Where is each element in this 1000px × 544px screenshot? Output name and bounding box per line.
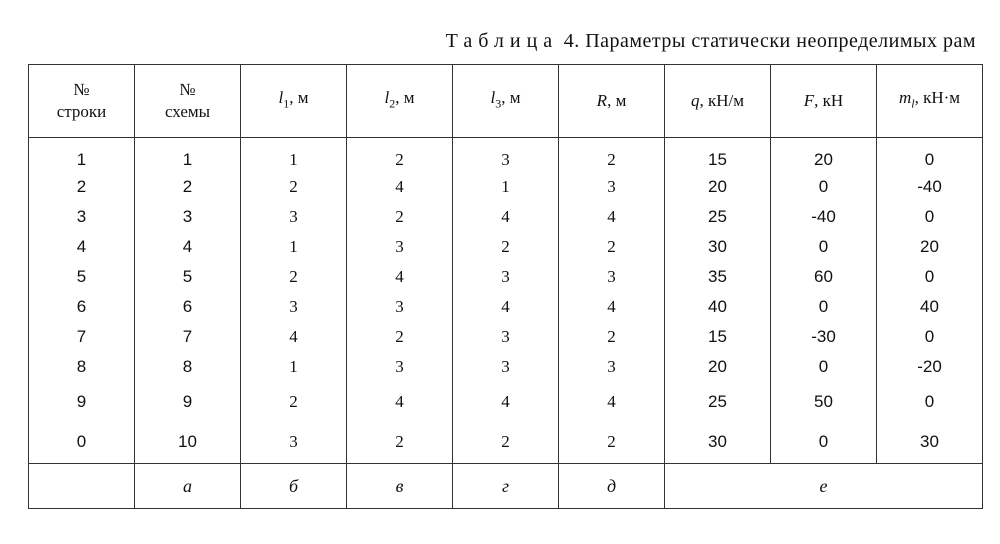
table-cell: 1 bbox=[241, 232, 347, 262]
table-cell: 4 bbox=[453, 292, 559, 322]
table-cell: 10 bbox=[135, 422, 241, 464]
table-cell: 1 bbox=[241, 138, 347, 172]
table-cell: 25 bbox=[665, 202, 771, 232]
table-cell: 4 bbox=[559, 292, 665, 322]
table-cell: 2 bbox=[347, 322, 453, 352]
table-cell: 5 bbox=[135, 262, 241, 292]
table-cell: 4 bbox=[453, 382, 559, 422]
table-cell: 0 bbox=[771, 422, 877, 464]
table-cell: 2 bbox=[241, 382, 347, 422]
footer-cell: б bbox=[241, 464, 347, 509]
table-cell: 20 bbox=[665, 352, 771, 382]
table-row bbox=[29, 172, 983, 202]
table-cell: 30 bbox=[665, 232, 771, 262]
footer-cell: а bbox=[135, 464, 241, 509]
table-cell: 1 bbox=[241, 352, 347, 382]
table-cell: 20 bbox=[877, 232, 983, 262]
table-cell: 2 bbox=[347, 138, 453, 172]
table-row bbox=[29, 232, 983, 262]
table-cell: 7 bbox=[29, 322, 135, 352]
table-cell: 0 bbox=[877, 138, 983, 172]
header-row-number: № строки bbox=[29, 65, 135, 138]
table-cell: 40 bbox=[877, 292, 983, 322]
table-cell: 50 bbox=[771, 382, 877, 422]
table-cell: 2 bbox=[559, 322, 665, 352]
table-cell: 2 bbox=[241, 262, 347, 292]
table-row bbox=[29, 322, 983, 352]
table-cell: 3 bbox=[29, 202, 135, 232]
table-cell: 0 bbox=[877, 322, 983, 352]
table-cell: 15 bbox=[665, 138, 771, 172]
table-cell: 4 bbox=[559, 382, 665, 422]
table-cell: 0 bbox=[771, 172, 877, 202]
table-cell: 0 bbox=[29, 422, 135, 464]
table-cell: 3 bbox=[241, 422, 347, 464]
table-cell: 2 bbox=[29, 172, 135, 202]
table-cell: 3 bbox=[453, 262, 559, 292]
table-cell: 8 bbox=[29, 352, 135, 382]
table-cell: 4 bbox=[559, 202, 665, 232]
footer-cell bbox=[29, 464, 135, 509]
table-cell: 0 bbox=[771, 292, 877, 322]
table-cell: 4 bbox=[135, 232, 241, 262]
table-cell: 2 bbox=[559, 138, 665, 172]
table-cell: -40 bbox=[877, 172, 983, 202]
table-cell: 2 bbox=[453, 422, 559, 464]
footer-cell: е bbox=[665, 464, 983, 509]
table-cell: -20 bbox=[877, 352, 983, 382]
table-cell: 3 bbox=[347, 232, 453, 262]
table-row bbox=[29, 382, 983, 422]
table-cell: 3 bbox=[241, 202, 347, 232]
table-cell: 0 bbox=[877, 382, 983, 422]
caption-title: Параметры статически неопределимых рам bbox=[585, 30, 976, 52]
table-row bbox=[29, 292, 983, 322]
footer-cell: д bbox=[559, 464, 665, 509]
table-caption bbox=[446, 30, 976, 53]
header-f: F, кН bbox=[771, 65, 877, 138]
table-cell: 2 bbox=[559, 232, 665, 262]
table-cell: 4 bbox=[347, 172, 453, 202]
table-cell: 3 bbox=[453, 138, 559, 172]
header-l1: $l_1$, м bbox=[241, 65, 347, 138]
table-cell: 6 bbox=[135, 292, 241, 322]
table-cell: 6 bbox=[29, 292, 135, 322]
table-cell: 20 bbox=[665, 172, 771, 202]
table-cell: 3 bbox=[559, 172, 665, 202]
caption-label: Таблица bbox=[445, 30, 559, 52]
table-cell: 0 bbox=[877, 262, 983, 292]
table-cell: 4 bbox=[347, 382, 453, 422]
header-ml: $m_l$, кН·м bbox=[877, 65, 983, 138]
table-cell: 30 bbox=[665, 422, 771, 464]
table-cell: 40 bbox=[665, 292, 771, 322]
table-cell: 9 bbox=[29, 382, 135, 422]
table-cell: 3 bbox=[453, 352, 559, 382]
table-cell: 2 bbox=[241, 172, 347, 202]
table-cell: 2 bbox=[559, 422, 665, 464]
table-cell: 60 bbox=[771, 262, 877, 292]
table-cell: 2 bbox=[453, 232, 559, 262]
table-cell: 3 bbox=[135, 202, 241, 232]
footer-cell: в bbox=[347, 464, 453, 509]
caption-number: 4. bbox=[563, 30, 580, 52]
table-cell: 2 bbox=[347, 422, 453, 464]
table-cell: 0 bbox=[771, 232, 877, 262]
table-cell: 3 bbox=[453, 322, 559, 352]
table-cell: 8 bbox=[135, 352, 241, 382]
header-row bbox=[29, 65, 983, 138]
table-cell: 5 bbox=[29, 262, 135, 292]
table-cell: 3 bbox=[241, 292, 347, 322]
table-cell: 35 bbox=[665, 262, 771, 292]
table-cell: 3 bbox=[347, 292, 453, 322]
table-cell: 0 bbox=[771, 352, 877, 382]
table-row bbox=[29, 262, 983, 292]
header-l3: $l_3$, м bbox=[453, 65, 559, 138]
table-cell: 4 bbox=[453, 202, 559, 232]
table-cell: 9 bbox=[135, 382, 241, 422]
table-cell: 15 bbox=[665, 322, 771, 352]
footer-cell: г bbox=[453, 464, 559, 509]
table-cell: 1 bbox=[453, 172, 559, 202]
table-cell: 4 bbox=[29, 232, 135, 262]
table-cell: -40 bbox=[771, 202, 877, 232]
table-cell: 1 bbox=[29, 138, 135, 172]
table-cell: 4 bbox=[241, 322, 347, 352]
table-cell: 0 bbox=[877, 202, 983, 232]
table-row bbox=[29, 352, 983, 382]
table-row bbox=[29, 422, 983, 464]
table-cell: 2 bbox=[347, 202, 453, 232]
table-cell: 3 bbox=[347, 352, 453, 382]
table-row bbox=[29, 202, 983, 232]
header-r: R, м bbox=[559, 65, 665, 138]
table-cell: 7 bbox=[135, 322, 241, 352]
parameters-table bbox=[28, 64, 983, 509]
header-l2: $l_2$, м bbox=[347, 65, 453, 138]
table-cell: 2 bbox=[135, 172, 241, 202]
header-scheme-number: № схемы bbox=[135, 65, 241, 138]
table-cell: 20 bbox=[771, 138, 877, 172]
footer-row bbox=[29, 464, 983, 509]
table-cell: 3 bbox=[559, 262, 665, 292]
table-body bbox=[29, 138, 983, 464]
table-cell: 3 bbox=[559, 352, 665, 382]
table-cell: 25 bbox=[665, 382, 771, 422]
header-q: q, кН/м bbox=[665, 65, 771, 138]
table-cell: 4 bbox=[347, 262, 453, 292]
table-cell: -30 bbox=[771, 322, 877, 352]
table-row bbox=[29, 138, 983, 172]
table-cell: 30 bbox=[877, 422, 983, 464]
table-cell: 1 bbox=[135, 138, 241, 172]
